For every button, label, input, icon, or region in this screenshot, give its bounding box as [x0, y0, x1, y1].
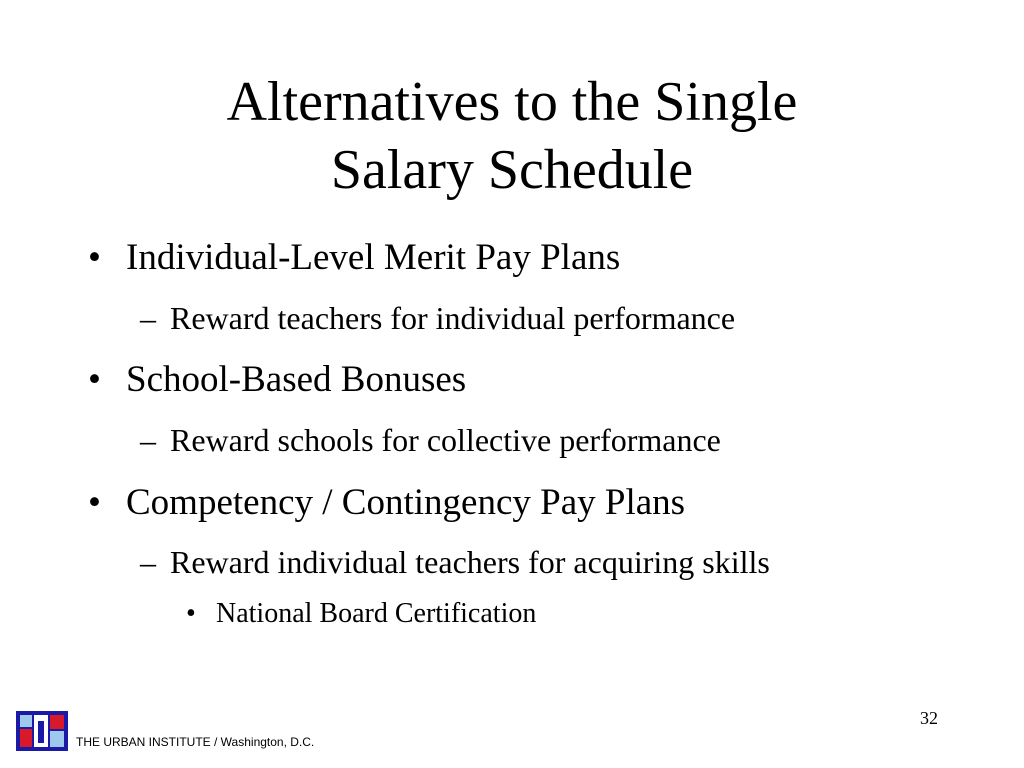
logo-square-red-right — [50, 715, 64, 729]
sub-bullet-item — [140, 542, 770, 582]
slide-title-line-2: Salary Schedule — [330, 139, 694, 201]
logo-square-light-right — [50, 731, 64, 747]
bullet-item — [88, 236, 620, 280]
bullet-item — [88, 481, 685, 525]
footer — [16, 707, 314, 751]
bullet-marker: • — [88, 482, 101, 523]
dash-marker: – — [140, 544, 156, 580]
page-number: 32 — [920, 708, 938, 728]
urban-institute-logo-icon — [16, 711, 68, 751]
dash-marker: – — [140, 300, 156, 336]
logo-pillar — [38, 721, 44, 743]
sub-sub-bullet-item — [186, 597, 536, 631]
footer-organization: THE URBAN INSTITUTE / Washington, D.C. — [76, 735, 315, 749]
sub-bullet-text: Reward schools for collective performance — [170, 422, 721, 458]
sub-sub-bullet-text: National Board Certification — [216, 598, 537, 629]
sub-bullet-item — [140, 420, 721, 460]
slide-title-line-1: Alternatives to the Single — [226, 71, 798, 133]
sub-bullet-text: Reward individual teachers for acquiring skills — [170, 544, 770, 580]
bullet-text: Individual-Level Merit Pay Plans — [126, 237, 621, 278]
dash-marker: – — [140, 422, 156, 458]
bullet-text: Competency / Contingency Pay Plans — [126, 482, 686, 523]
logo-square-light — [20, 715, 32, 727]
bullet-marker: • — [186, 598, 196, 629]
bullet-item — [88, 358, 466, 402]
logo-graphic — [16, 711, 68, 751]
sub-bullet-text: Reward teachers for individual performance — [170, 300, 736, 336]
sub-bullet-item — [140, 298, 735, 338]
bullet-marker: • — [88, 237, 101, 278]
logo-square-red — [20, 729, 32, 747]
bullet-text: School-Based Bonuses — [126, 359, 467, 400]
bullet-marker: • — [88, 359, 101, 400]
